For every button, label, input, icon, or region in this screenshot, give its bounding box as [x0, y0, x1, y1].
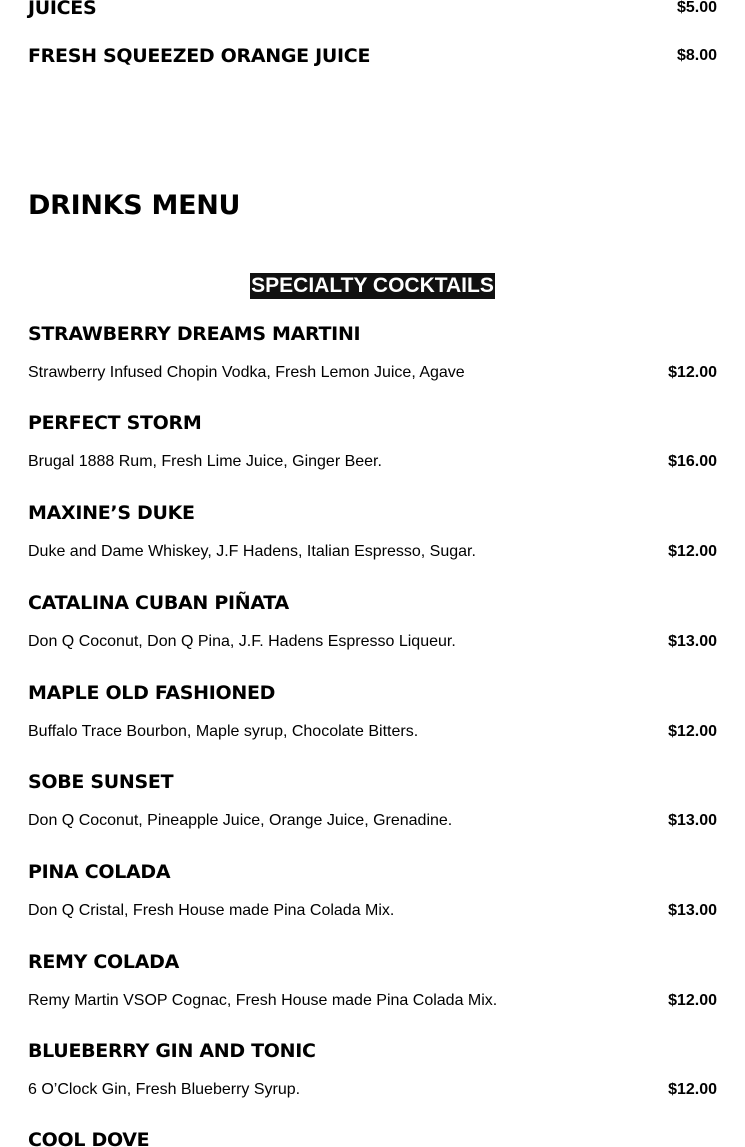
drinks-menu-heading: DRINKS MENU: [28, 190, 241, 221]
cocktail-description: Brugal 1888 Rum, Fresh Lime Juice, Ginger Beer.: [28, 453, 382, 470]
cocktail-price: $13.00: [668, 812, 717, 829]
section-title: SPECIALTY COCKTAILS: [251, 274, 494, 297]
cocktail-name: REMY COLADA: [28, 951, 179, 973]
cocktail-price: $12.00: [668, 992, 717, 1009]
cocktail-name: MAXINE’S DUKE: [28, 502, 195, 524]
cocktail-name: BLUEBERRY GIN AND TONIC: [28, 1040, 316, 1062]
cocktail-price: $12.00: [668, 1081, 717, 1098]
cocktail-name: PINA COLADA: [28, 861, 171, 883]
item-name: JUICES: [28, 0, 97, 19]
cocktail-description: Strawberry Infused Chopin Vodka, Fresh Lemon Juice, Agave: [28, 364, 465, 381]
section-header: [0, 273, 745, 299]
cocktail-item: [28, 1128, 717, 1147]
cocktail-item: [28, 501, 717, 571]
cocktail-description: Don Q Coconut, Don Q Pina, J.F. Hadens Espresso Liqueur.: [28, 633, 456, 650]
cocktail-item: [28, 322, 717, 392]
cocktail-price: $13.00: [668, 902, 717, 919]
menu-item-juices: [28, 0, 717, 19]
cocktail-item: [28, 1039, 717, 1109]
cocktail-item: [28, 591, 717, 661]
cocktail-description: Buffalo Trace Bourbon, Maple syrup, Chocolate Bitters.: [28, 723, 419, 740]
cocktail-name: STRAWBERRY DREAMS MARTINI: [28, 323, 361, 345]
cocktail-description: Don Q Coconut, Pineapple Juice, Orange Juice, Grenadine.: [28, 812, 453, 829]
cocktail-item: [28, 950, 717, 1020]
cocktail-price: $13.00: [668, 633, 717, 650]
cocktail-name: MAPLE OLD FASHIONED: [28, 682, 276, 704]
cocktail-description: 6 O’Clock Gin, Fresh Blueberry Syrup.: [28, 1081, 301, 1098]
item-name: FRESH SQUEEZED ORANGE JUICE: [28, 45, 371, 67]
item-price: $5.00: [676, 0, 717, 16]
cocktail-item: [28, 860, 717, 930]
cocktail-price: $12.00: [668, 543, 717, 560]
item-price: $8.00: [676, 47, 717, 64]
cocktail-item: [28, 681, 717, 751]
cocktail-name: PERFECT STORM: [28, 412, 202, 434]
menu-item-orange-juice: [28, 45, 717, 67]
cocktail-name: SOBE SUNSET: [28, 771, 174, 793]
cocktail-item: [28, 770, 717, 840]
cocktail-description: Duke and Dame Whiskey, J.F Hadens, Italian Espresso, Sugar.: [28, 543, 476, 560]
cocktail-price: $16.00: [668, 453, 717, 470]
cocktail-name: COOL DOVE: [28, 1129, 150, 1147]
cocktail-description: Don Q Cristal, Fresh House made Pina Colada Mix.: [28, 902, 395, 919]
cocktail-item: [28, 411, 717, 481]
cocktail-name: CATALINA CUBAN PIÑATA: [28, 592, 289, 614]
cocktail-description: Remy Martin VSOP Cognac, Fresh House made Pina Colada Mix.: [28, 992, 498, 1009]
cocktail-price: $12.00: [668, 364, 717, 381]
cocktail-price: $12.00: [668, 723, 717, 740]
